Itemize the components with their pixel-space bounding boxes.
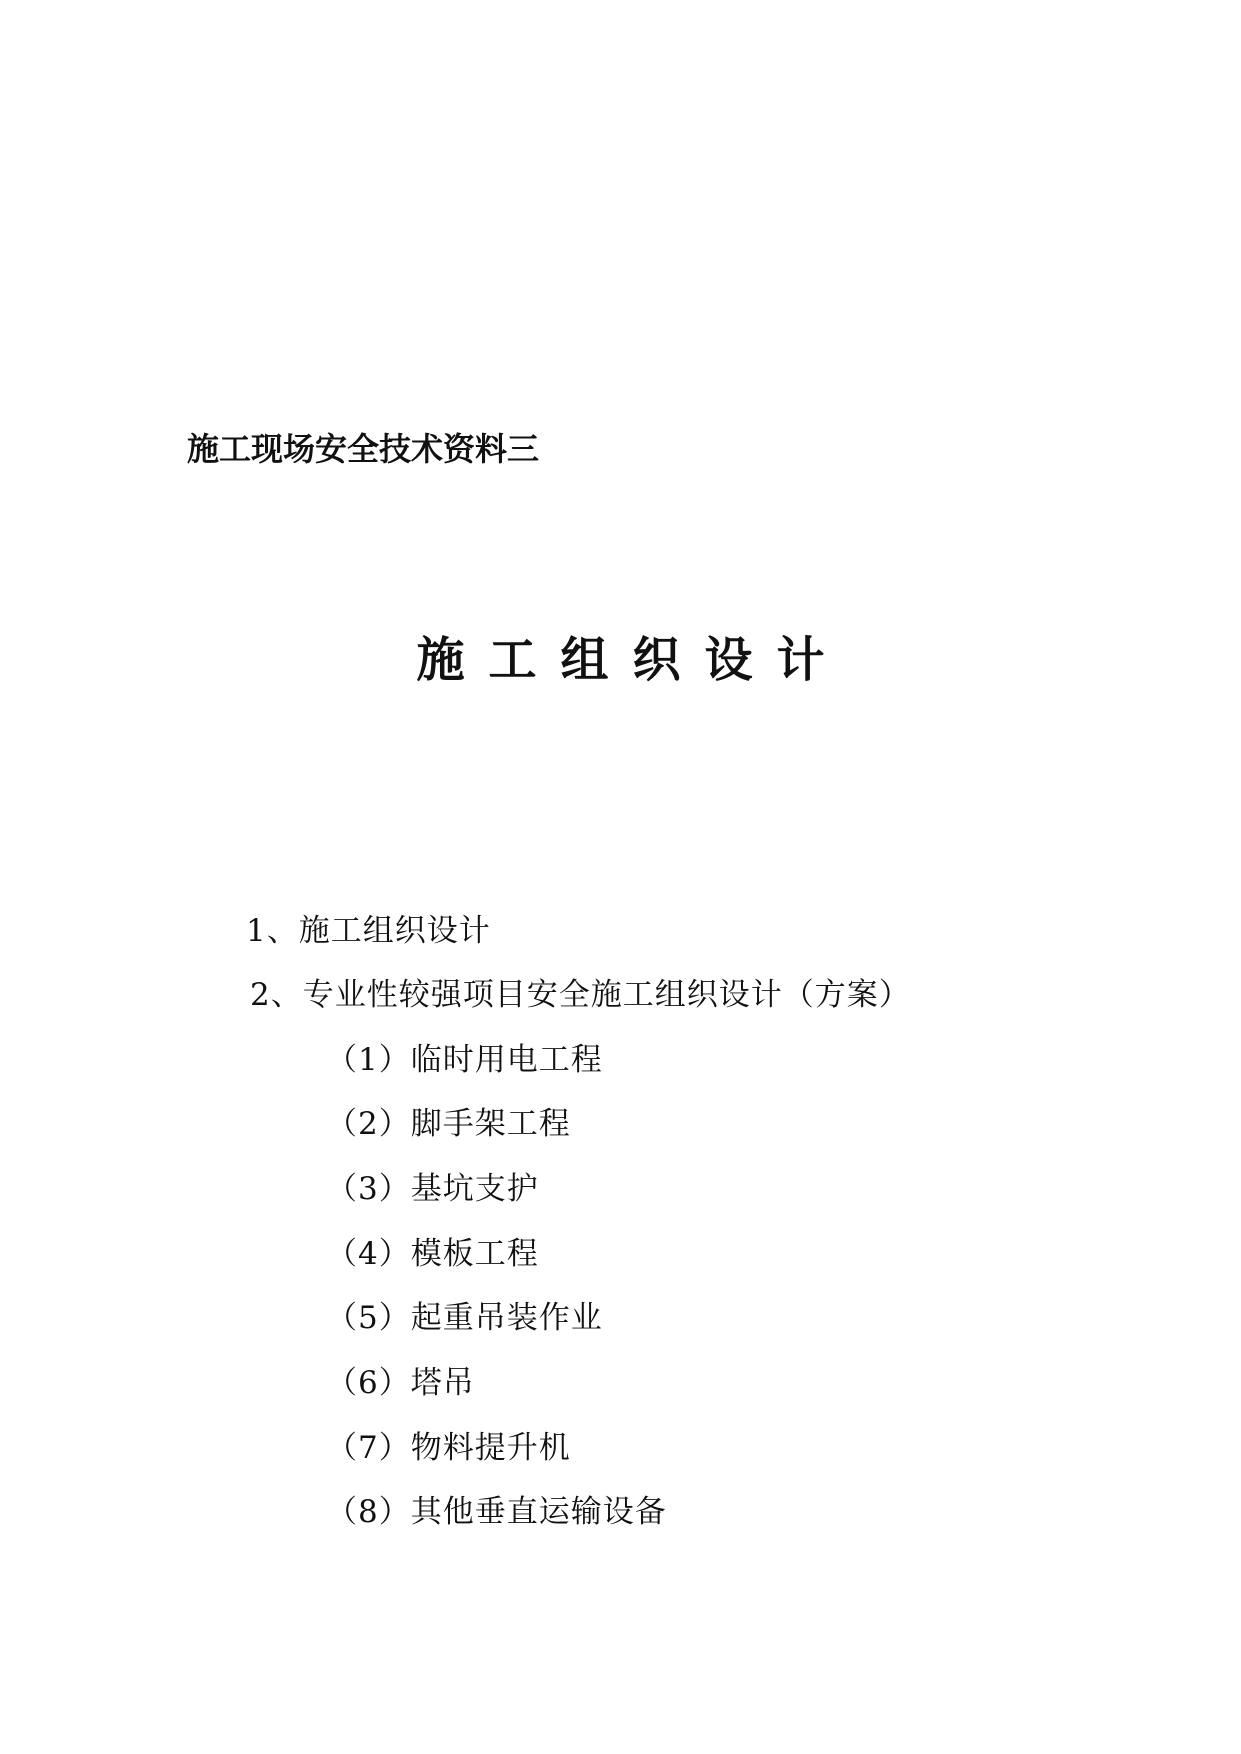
toc-item-label: 施工组织设计 [298, 913, 491, 949]
toc-subitem-4 [326, 1231, 539, 1277]
toc-subitem-8 [326, 1489, 667, 1535]
toc-item-2 [250, 972, 911, 1018]
toc-subitem-label: 基坑支护 [410, 1171, 539, 1207]
toc-subitem-label: 起重吊装作业 [410, 1300, 603, 1336]
toc-subitem-label: 临时用电工程 [410, 1042, 603, 1078]
toc-item-label: 专业性较强项目安全施工组织设计（方案） [302, 977, 911, 1013]
toc-subitem-number: （3） [326, 1171, 411, 1207]
toc-subitem-6 [326, 1360, 475, 1406]
toc-subitem-label: 物料提升机 [410, 1430, 571, 1466]
toc-subitem-5 [326, 1295, 603, 1341]
document-header: 施工现场安全技术资料三 [187, 430, 540, 468]
toc-item-number: 2、 [250, 977, 303, 1013]
toc-subitem-label: 模板工程 [410, 1236, 539, 1272]
toc-subitem-label: 其他垂直运输设备 [410, 1494, 667, 1530]
toc-subitem-number: （1） [326, 1042, 411, 1078]
toc-subitem-number: （2） [326, 1106, 411, 1142]
toc-subitem-1 [326, 1037, 603, 1083]
toc-subitem-number: （5） [326, 1300, 411, 1336]
document-title: 施工组织设计 [416, 632, 849, 688]
toc-subitem-number: （8） [326, 1494, 411, 1530]
toc-subitem-2 [326, 1101, 571, 1147]
toc-subitem-number: （4） [326, 1236, 411, 1272]
toc-item-1 [246, 908, 491, 954]
toc-subitem-3 [326, 1166, 539, 1212]
toc-subitem-label: 塔吊 [410, 1365, 475, 1401]
toc-subitem-number: （7） [326, 1430, 411, 1466]
toc-subitem-number: （6） [326, 1365, 411, 1401]
toc-item-number: 1、 [246, 913, 299, 949]
toc-subitem-label: 脚手架工程 [410, 1106, 571, 1142]
toc-subitem-7 [326, 1425, 571, 1471]
